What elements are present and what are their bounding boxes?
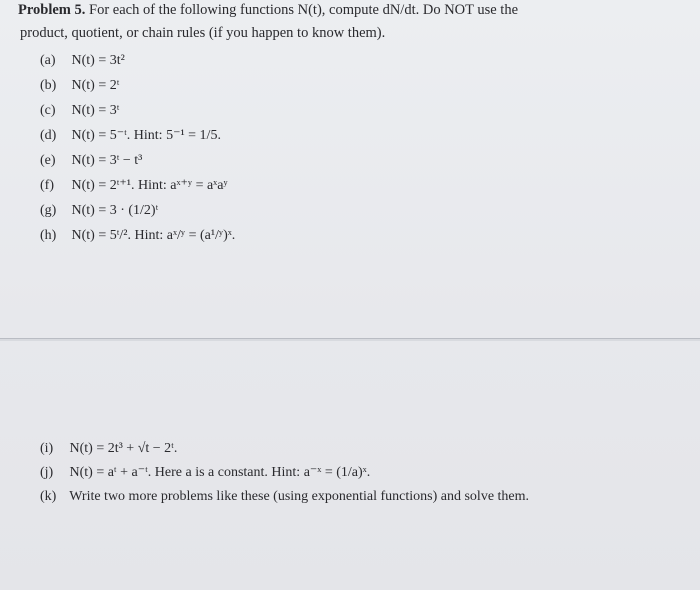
item-f (40, 177, 228, 195)
item-label: (a) (40, 53, 56, 68)
item-label: (i) (40, 441, 54, 456)
problem-statement-line1: For each of the following functions N(t), compute dN/dt. Do NOT use the (89, 2, 519, 18)
problem-statement-line2: product, quotient, or chain rules (if you happen to know them). (20, 25, 386, 41)
item-label: (f) (40, 178, 54, 193)
item-label: (g) (40, 203, 57, 218)
item-h (40, 227, 235, 245)
problem-header-line1 (18, 0, 518, 20)
item-label: (j) (40, 465, 54, 480)
item-formula: N(t) = 2ᵗ (71, 78, 120, 93)
item-e (40, 152, 142, 170)
item-formula: N(t) = 3t² (71, 53, 125, 68)
item-g (40, 202, 158, 220)
item-d (40, 127, 221, 145)
item-formula: N(t) = 5⁻ᵗ. Hint: 5⁻¹ = 1/5. (71, 128, 221, 143)
item-formula: N(t) = 3 · (1/2)ᵗ (71, 203, 159, 218)
item-label: (d) (40, 128, 57, 143)
item-label: (b) (40, 78, 57, 93)
item-formula: N(t) = 5ᵗ/². Hint: aˣ/ʸ = (a¹/ʸ)ˣ. (71, 228, 236, 243)
item-a (40, 52, 125, 70)
item-j (40, 464, 370, 482)
item-b (40, 77, 119, 95)
item-formula: N(t) = 2t³ + √t − 2ᵗ. (69, 441, 178, 456)
item-formula: Write two more problems like these (using exponential functions) and solve them. (69, 489, 530, 504)
item-label: (e) (40, 153, 56, 168)
item-formula: N(t) = aᵗ + a⁻ᵗ. Here a is a constant. Hint: a⁻ˣ = (1/a)ˣ. (69, 465, 371, 480)
item-formula: N(t) = 3ᵗ − t³ (71, 153, 143, 168)
item-c (40, 102, 119, 120)
item-label: (c) (40, 103, 56, 118)
item-k (40, 488, 529, 506)
item-formula: N(t) = 2ᵗ⁺¹. Hint: aˣ⁺ʸ = aˣaʸ (71, 178, 228, 193)
item-label: (k) (40, 489, 57, 504)
page-divider-shadow (0, 339, 700, 341)
item-i (40, 440, 177, 458)
item-label: (h) (40, 228, 57, 243)
item-formula: N(t) = 3ᵗ (71, 103, 120, 118)
problem-label: Problem 5. (18, 2, 86, 18)
